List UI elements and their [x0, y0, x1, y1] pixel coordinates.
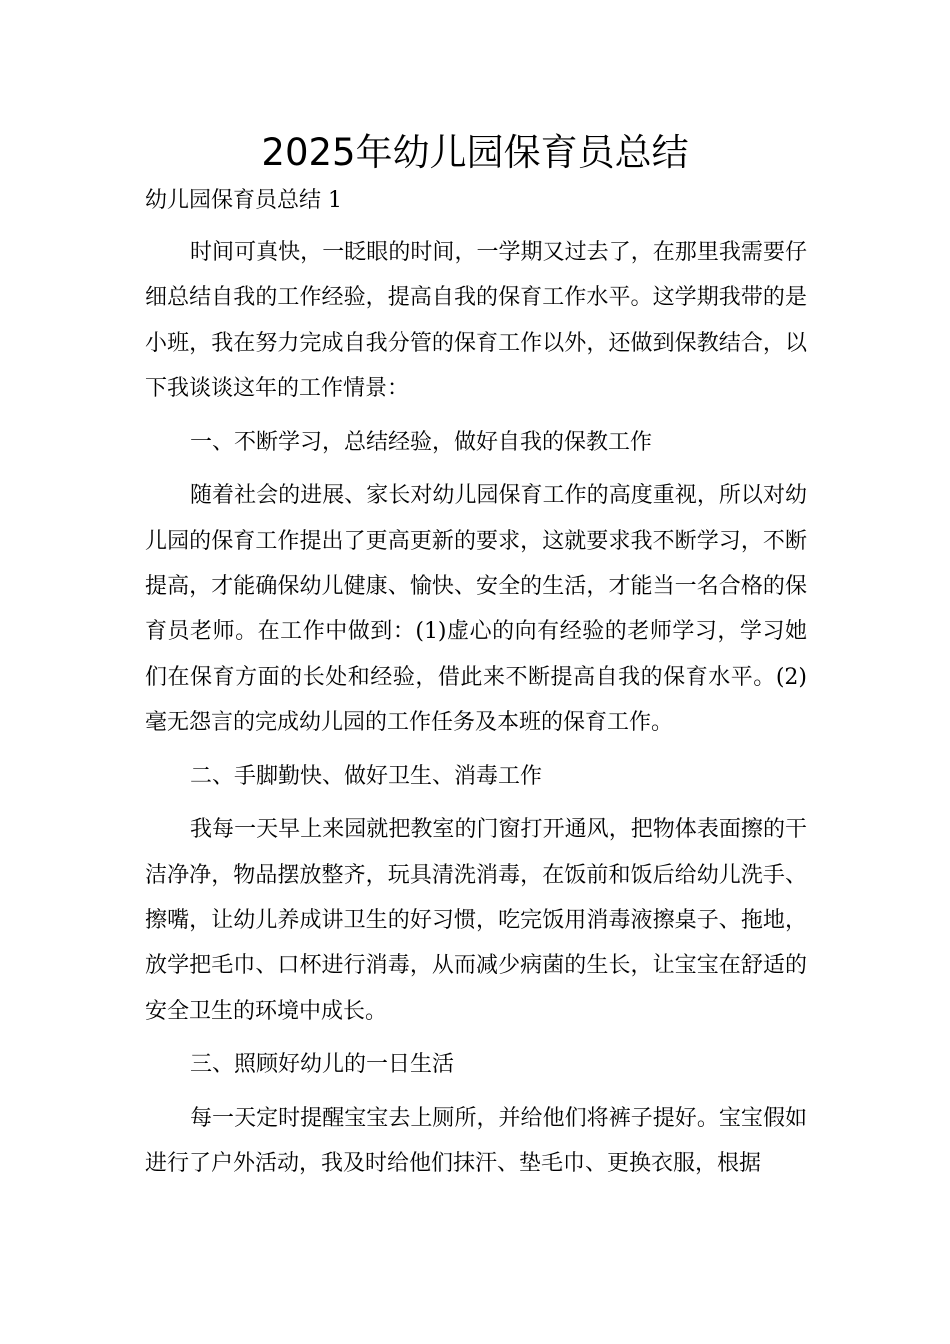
body-paragraph: 我每一天早上来园就把教室的门窗打开通风，把物体表面擦的干洁净净，物品摆放整齐，玩具清洗消毒，在饭前和饭后给幼儿洗手、擦嘴，让幼儿养成讲卫生的好习惯，吃完饭用消毒液擦桌子、拖地，放学把毛巾、口杯进行消毒，从而减少病菌的生长，让宝宝在舒适的安全卫生的环境中成长。: [145, 817, 807, 1024]
body-paragraph: 时间可真快，一眨眼的时间，一学期又过去了，在那里我需要仔细总结自我的工作经验，提高自我的保育工作水平。这学期我带的是小班，我在努力完成自我分管的保育工作以外，还做到保教结合，以下我谈谈这年的工作情景：: [145, 240, 807, 402]
document-title: 2025年幼儿园保育员总结: [261, 131, 689, 174]
body-paragraph: 随着社会的进展、家长对幼儿园保育工作的高度重视，所以对幼儿园的保育工作提出了更高更新的要求，这就要求我不断学习，不断提高，才能确保幼儿健康、愉快、安全的生活，才能当一名合格的保育员老师。在工作中做到：(1)虚心的向有经验的老师学习，学习她们在保育方面的长处和经验，借此来不断提高自我的保育水平。(2)毫无怨言的完成幼儿园的工作任务及本班的保育工作。: [145, 483, 807, 736]
section-heading: 二、手脚勤快、做好卫生、消毒工作: [190, 763, 543, 789]
document-body: [145, 230, 807, 1195]
section-heading: 一、不断学习，总结经验，做好自我的保教工作: [190, 429, 653, 455]
section-subtitle: 幼儿园保育员总结 1: [145, 188, 342, 213]
body-paragraph: 每一天定时提醒宝宝去上厕所，并给他们将裤子提好。宝宝假如进行了户外活动，我及时给他们抹汗、垫毛巾、更换衣服，根据: [145, 1105, 807, 1177]
section-heading: 三、照顾好幼儿的一日生活: [190, 1052, 455, 1078]
